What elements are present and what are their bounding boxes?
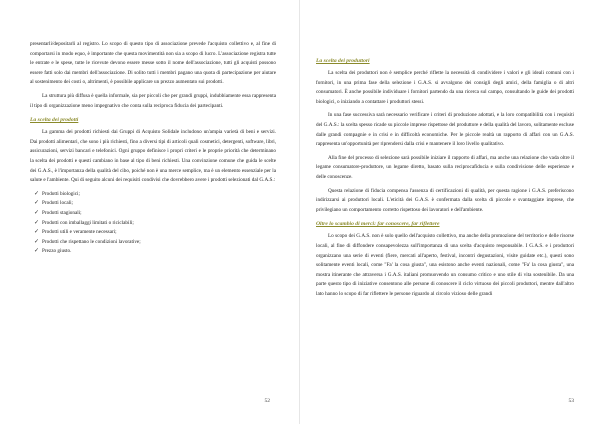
page-number: 52 bbox=[264, 398, 270, 404]
check-icon: ✓ bbox=[34, 209, 40, 216]
list-item bbox=[34, 190, 276, 200]
list-item-label: Prodotti stagionali; bbox=[42, 209, 82, 216]
list-item-label: Prodotti locali; bbox=[42, 200, 73, 207]
page-number: 53 bbox=[568, 398, 574, 404]
list-item bbox=[34, 219, 276, 229]
paragraph: La scelta dei produttori non è semplice perché riflette la necessità di condividere i valori e gli ideali comuni con i fornitori, in una prima fase della selezione i G.A.S. si avvalgono dei consigli degli amici, della famiglia o di altri consumatori. È anche possibile individuare i fornitori partendo da una ricerca sul campo, consultando le guide dei prodotti biologici, o iniziando a contattare i produttori stessi. bbox=[316, 70, 574, 105]
requirements-list bbox=[34, 190, 276, 257]
list-item bbox=[34, 199, 276, 209]
paragraph: Questa relazione di fiducia compensa l'assenza di certificazioni di qualità, per questa ragione i G.A.S. preferiscono indirizzarsi ai produttori locali. L'eticità dei G.A.S. è confermata dalla scelta di piccole e svantaggiate imprese, che privilegiano un comportamento corretto rispettoso dei lavoratori e dell'ambiente. bbox=[316, 187, 574, 213]
paragraph: La struttura più diffusa è quella informale, sia per piccoli che per grandi gruppi, indubbiamente essa rappresenta il tipo di organizzazione meno impegnativo che conta sulla reciproca fiducia dei partecipanti. bbox=[30, 92, 276, 109]
check-icon: ✓ bbox=[34, 248, 40, 255]
list-item-label: Prodotti che rispettano le condizioni lavorative; bbox=[42, 238, 141, 245]
list-item bbox=[34, 209, 276, 219]
check-icon: ✓ bbox=[34, 200, 40, 207]
check-icon: ✓ bbox=[34, 190, 40, 197]
section-heading: La scelta dei prodotti bbox=[30, 117, 79, 124]
list-item bbox=[34, 238, 276, 248]
paragraph: Alla fine del processo di selezione sarà possibile iniziare il rapporto di affari, ma anche una relazione che vada oltre il legame consumatore-produttore, un legame diretto, basato sulla reciprocafiducia e sulla condivisione delle esperienze e delle conoscenze. bbox=[316, 154, 574, 180]
list-item-label: Prezzo giusto. bbox=[42, 248, 72, 255]
list-item-label: Prodotti utili e veramente necessari; bbox=[42, 229, 117, 236]
list-item bbox=[34, 228, 276, 238]
section-heading: Oltre lo scambio di merci: far conoscere, far riflettere bbox=[316, 221, 440, 228]
list-item bbox=[34, 247, 276, 257]
list-item-label: Prodotti biologici; bbox=[42, 190, 80, 197]
list-item-label: Prodotti con imballaggi limitati o riciclabili; bbox=[42, 219, 134, 226]
paragraph: presentarli/depositarli al registro. Lo scopo di questo tipo di associazione prevede l'acquisto collettivo e, al fine di comportarsi in modo equo, è importante che questa movimentità non sia a scopo di lucro. L'associazione registra tutte le entrate e le spese, tutte le ricevute devono essere messe sotto il nome dell'associazione, tutti gli acquisti possono essere fatti solo dai membri dell'associazione. Di solito tutti i membri pagano una quota di partecipazione per aiutare al sostenimento dei costi o, altrimenti, è possibile applicare un prezzo aumentato sui prodotti. bbox=[30, 41, 276, 86]
check-icon: ✓ bbox=[34, 219, 40, 226]
check-icon: ✓ bbox=[34, 238, 40, 245]
paragraph: La gamma dei prodotti richiesti dai Gruppi di Acquisto Solidale includono un'ampia varietà di beni e servizi. Dai prodotti alimentari, che sono i più richiesti, fino a diversi tipi di articoli quali cosmetici, detergenti, software, libri, assicurazioni, servizi bancari e telefonici. Ogni gruppo definisce i propri criteri e le proprie priorità che determinano la scelta dei prodotti e questi cambiano in base al tipo di beni richiesti. Una convinzione comune che guida le scelte dei G.A.S., è l'importanza della qualità del cibo, poiché non è una merce semplice, ma è un elemento essenziale per la salute e l'ambiente. Qui di seguito alcuni dei requisiti condivisi che dovrebbero avere i prodotti selezionati dal G.A.S.: bbox=[30, 129, 276, 184]
paragraph: In una fase successiva sarà necessario verificare i criteri di produzione adottati, e la loro compatibilità con i requisiti del G.A.S.: la scelta spesso ricade su piccole imprese rispettose del produttore e della qualità del lavoro, solitamente escluse dalle grandi compagnie e in crisi e in difficoltà economiche. Per le piccole realtà un rapporto di affari con un G.A.S. rappresenta un'opportunità per riprendersi dalla crisi e mantenere il loro livello qualitativo. bbox=[316, 112, 574, 148]
check-icon: ✓ bbox=[34, 229, 40, 236]
section-heading: La scelta dei produttori bbox=[316, 58, 370, 64]
paragraph: Lo scopo dei G.A.S. non è solo quello dell'acquisto collettivo, ma anche della promozione del territorio e delle risorse locali, al fine di diffondere consapevolezza sull'importanza di una scelta d'acquisto responsabile. I G.A.S. e i produttori organizzano una serie di eventi (fiere, mercati all'aperto, festival, incontri degustazioni, visite guidate etc.), questi sono solitamente eventi locali, come "Fa' la cosa giusta", una esistono anche eventi nazionali, come "Fa' la cosa giusta", una mostra itinerante che attraversa i G.A.S. italiani promuovendo un consumo critico e uno stile di vita sostenibile. Da una parte questo tipo di iniziative consentono alle persone di conoscere il ciclo virtuoso dei piccoli produttori, mentre dall'altro lato hanno lo scopo di far riflettere le persone riguardo al circolo vizioso delle grandi bbox=[316, 233, 574, 297]
right-page bbox=[300, 0, 600, 424]
